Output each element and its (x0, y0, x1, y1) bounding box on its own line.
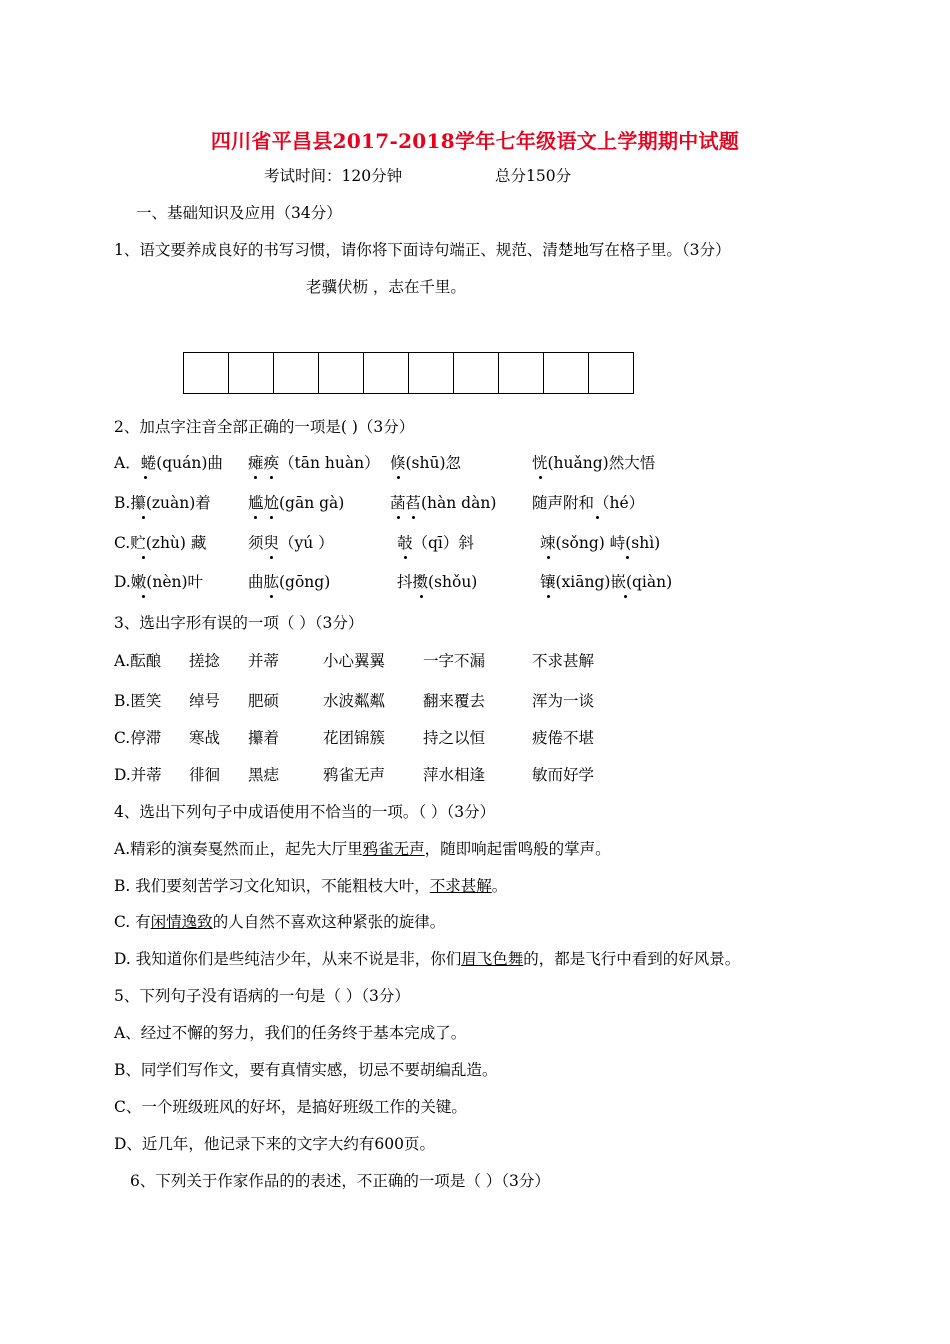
q4-d-pre: D. 我知道你们是些纯洁少年，从来不说是非，你们 (114, 950, 462, 968)
q3-b-6: 浑为一谈 (532, 692, 595, 710)
emphasis-dot (404, 556, 407, 559)
q4-d-idiom: 眉飞色舞 (461, 950, 524, 968)
q2-option-d-2: 曲肱(gōng) (248, 573, 331, 591)
q3-a-1: A.酝酿 (114, 652, 162, 670)
q3-a-5: 一字不漏 (423, 652, 486, 670)
page-title: 四川省平昌县2017-2018学年七年级语文上学期期中试题 (210, 129, 740, 153)
emphasis-dot (547, 556, 550, 559)
q5-stem: 5、下列句子没有语病的一句是（ ）（3分） (114, 987, 410, 1005)
emphasis-dot (420, 595, 423, 598)
q3-c-6: 疲倦不堪 (532, 729, 595, 747)
q3-d-5: 萍水相逢 (423, 766, 486, 784)
q2-option-c-2: 须臾（yú ） (248, 534, 334, 552)
q3-d-4: 鸦雀无声 (323, 766, 386, 784)
emphasis-dot (270, 556, 273, 559)
q3-a-4: 小心翼翼 (323, 652, 386, 670)
emphasis-dot (270, 476, 273, 479)
q3-b-1: B.匿笑 (114, 692, 162, 710)
q4-option-b (114, 876, 507, 896)
grid-cell (544, 353, 589, 393)
emphasis-dot (547, 595, 550, 598)
q3-a-2: 搓捻 (189, 652, 221, 670)
emphasis-dot (142, 595, 145, 598)
q2-option-b-4: 随声附和（hé） (532, 494, 645, 512)
q3-stem: 3、选出字形有误的一项（ ）（3分） (114, 614, 364, 632)
q4-b-pre: B. 我们要刻苦学习文化知识，不能粗枝大叶， (114, 877, 430, 895)
grid-cell (499, 353, 544, 393)
q4-c-pre: C. 有 (114, 913, 151, 931)
grid-cell (274, 353, 319, 393)
q6-stem: 6、下列关于作家作品的的表述，不正确的一项是（ ）（3分） (130, 1172, 550, 1190)
q4-stem: 4、选出下列句子中成语使用不恰当的一项。（ ）（3分） (114, 803, 496, 821)
q3-d-1: D.并蒂 (114, 766, 162, 784)
q5-option-a: A、经过不懈的努力，我们的任务终于基本完成了。 (114, 1024, 467, 1042)
exam-time: 考试时间：120分钟 (264, 167, 403, 185)
emphasis-dot (596, 516, 599, 519)
grid-cell (409, 353, 454, 393)
q4-b-post: 。 (491, 877, 508, 895)
q4-option-a (114, 839, 611, 859)
emphasis-dot (270, 595, 273, 598)
q4-option-d (114, 949, 740, 969)
q2-option-c-1: C.贮(zhù) 藏 (114, 534, 207, 552)
emphasis-dot (142, 516, 145, 519)
q3-a-3: 并蒂 (248, 652, 280, 670)
q4-b-idiom: 不求甚解 (429, 877, 492, 895)
emphasis-dot (624, 595, 627, 598)
q2-stem: 2、加点字注音全部正确的一项是( )（3分） (114, 418, 415, 436)
q2-option-c-3: 攲（qī）斜 (397, 534, 474, 552)
q3-c-4: 花团锦簇 (323, 729, 386, 747)
total-score: 总分150分 (495, 167, 572, 185)
q3-c-1: C.停滞 (114, 729, 162, 747)
q3-c-5: 持之以恒 (423, 729, 486, 747)
q3-a-6: 不求甚解 (532, 652, 595, 670)
q4-a-pre: A.精彩的演奏戛然而止，起先大厅里 (114, 840, 363, 858)
q2-option-a-2: 瘫痪（tān huàn） (248, 454, 380, 472)
emphasis-dot (539, 476, 542, 479)
q4-c-post: 的人自然不喜欢这种紧张的旋律。 (212, 913, 446, 931)
grid-cell (184, 353, 229, 393)
emphasis-dot (626, 556, 629, 559)
q3-b-2: 绰号 (189, 692, 221, 710)
q3-d-3: 黑痣 (248, 766, 280, 784)
q2-option-b-3: 菡萏(hàn dàn) (390, 494, 497, 512)
section-heading: 一、基础知识及应用（34分） (136, 204, 342, 222)
q4-option-c (114, 912, 445, 932)
q3-c-3: 攥着 (248, 729, 280, 747)
q2-option-d-1: D.嫩(nèn)叶 (114, 573, 204, 591)
q2-option-c-4: 竦(sǒng) 峙(shì) (540, 534, 661, 552)
emphasis-dot (270, 516, 273, 519)
q4-a-post: ，随即响起雷鸣般的掌声。 (424, 840, 611, 858)
grid-cell (364, 353, 409, 393)
q3-b-3: 肥硕 (248, 692, 280, 710)
emphasis-dot (397, 516, 400, 519)
q4-a-idiom: 鸦雀无声 (362, 840, 425, 858)
q3-b-4: 水波粼粼 (323, 692, 386, 710)
q3-b-5: 翻来覆去 (423, 692, 486, 710)
emphasis-dot (412, 516, 415, 519)
q3-d-6: 敏而好学 (532, 766, 595, 784)
q2-option-b-1: B.攥(zuàn)着 (114, 494, 211, 512)
q1-verse: 老骥伏枥 ，志在千里。 (306, 278, 466, 296)
grid-cell (319, 353, 364, 393)
emphasis-dot (254, 476, 257, 479)
grid-cell (454, 353, 499, 393)
grid-cell (229, 353, 274, 393)
grid-cell (589, 353, 633, 393)
q3-c-2: 寒战 (189, 729, 221, 747)
q4-c-idiom: 闲情逸致 (150, 913, 213, 931)
emphasis-dot (397, 476, 400, 479)
q2-option-b-2: 尴尬(gān gà) (248, 494, 345, 512)
q1-stem: 1、语文要养成良好的书写习惯，请你将下面诗句端正、规范、清楚地写在格子里。（3分） (114, 241, 731, 259)
q2-option-a-4: 恍(huǎng)然大悟 (532, 454, 656, 472)
q4-d-post: 的，都是飞行中看到的好风景。 (523, 950, 741, 968)
q2-option-a-3: 倏(shū)忽 (390, 454, 462, 472)
writing-grid (183, 352, 634, 394)
q5-option-b: B、同学们写作文，要有真情实感，切忌不要胡编乱造。 (114, 1061, 498, 1079)
q5-option-c: C、一个班级班风的好坏，是搞好班级工作的关键。 (114, 1098, 467, 1116)
emphasis-dot (254, 516, 257, 519)
q2-option-a-1: A．蜷(quán)曲 (114, 454, 223, 472)
q5-option-d: D、近几年，他记录下来的文字大约有600页。 (114, 1135, 436, 1153)
q3-d-2: 徘徊 (189, 766, 221, 784)
q2-option-d-3: 抖擞(shǒu) (397, 573, 478, 591)
emphasis-dot (142, 556, 145, 559)
emphasis-dot (144, 476, 147, 479)
q2-option-d-4: 镶(xiāng)嵌(qiàn) (540, 573, 673, 591)
